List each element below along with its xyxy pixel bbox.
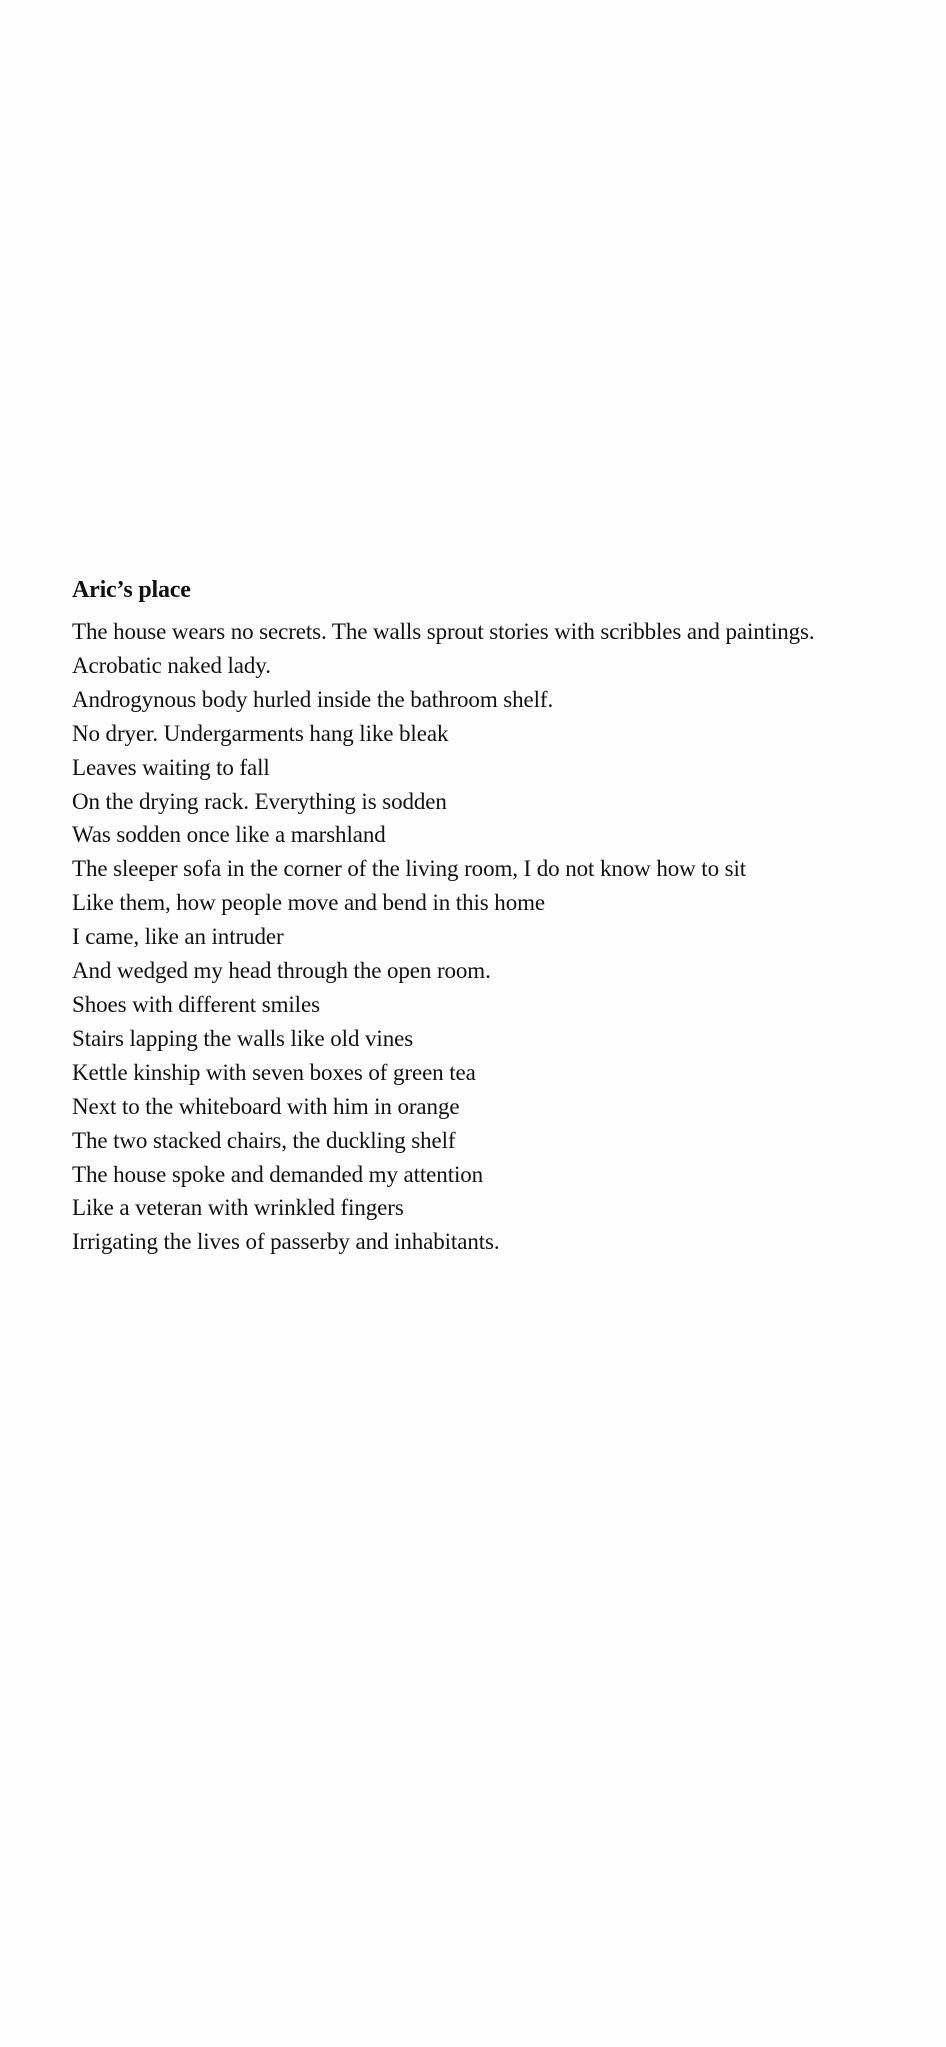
poem-line: Kettle kinship with seven boxes of green tea [72, 1059, 476, 1085]
poem-line: The house spoke and demanded my attention [72, 1161, 484, 1187]
poem-line: Leaves waiting to fall [72, 754, 270, 780]
poem-line: Irrigating the lives of passerby and inhabitants. [72, 1229, 500, 1255]
poem-line: Like them, how people move and bend in this home [72, 890, 545, 916]
poem-line: The two stacked chairs, the duckling shelf [72, 1127, 456, 1153]
poem-line: Shoes with different smiles [72, 991, 320, 1017]
poem-line: On the drying rack. Everything is sodden [72, 788, 447, 814]
poem-line: And wedged my head through the open room. [72, 958, 491, 984]
poem-line: Was sodden once like a marshland [72, 822, 386, 848]
poem-line: Next to the whiteboard with him in orange [72, 1093, 460, 1119]
poem-line: Like a veteran with wrinkled fingers [72, 1195, 404, 1221]
poem-line: Stairs lapping the walls like old vines [72, 1025, 414, 1051]
poem-line: The house wears no secrets. The walls sprout stories with scribbles and paintings. [72, 619, 815, 644]
poem-line: Androgynous body hurled inside the bathroom shelf. [72, 686, 554, 712]
poem-line: I came, like an intruder [72, 924, 284, 950]
poem-line: No dryer. Undergarments hang like bleak [72, 720, 449, 746]
poem-line: Acrobatic naked lady. [72, 652, 271, 678]
poem-line: The sleeper sofa in the corner of the living room, I do not know how to sit [72, 856, 747, 882]
poem-lines [72, 615, 932, 1259]
poem [72, 573, 932, 1259]
poem-title: Aric’s place [72, 577, 191, 603]
